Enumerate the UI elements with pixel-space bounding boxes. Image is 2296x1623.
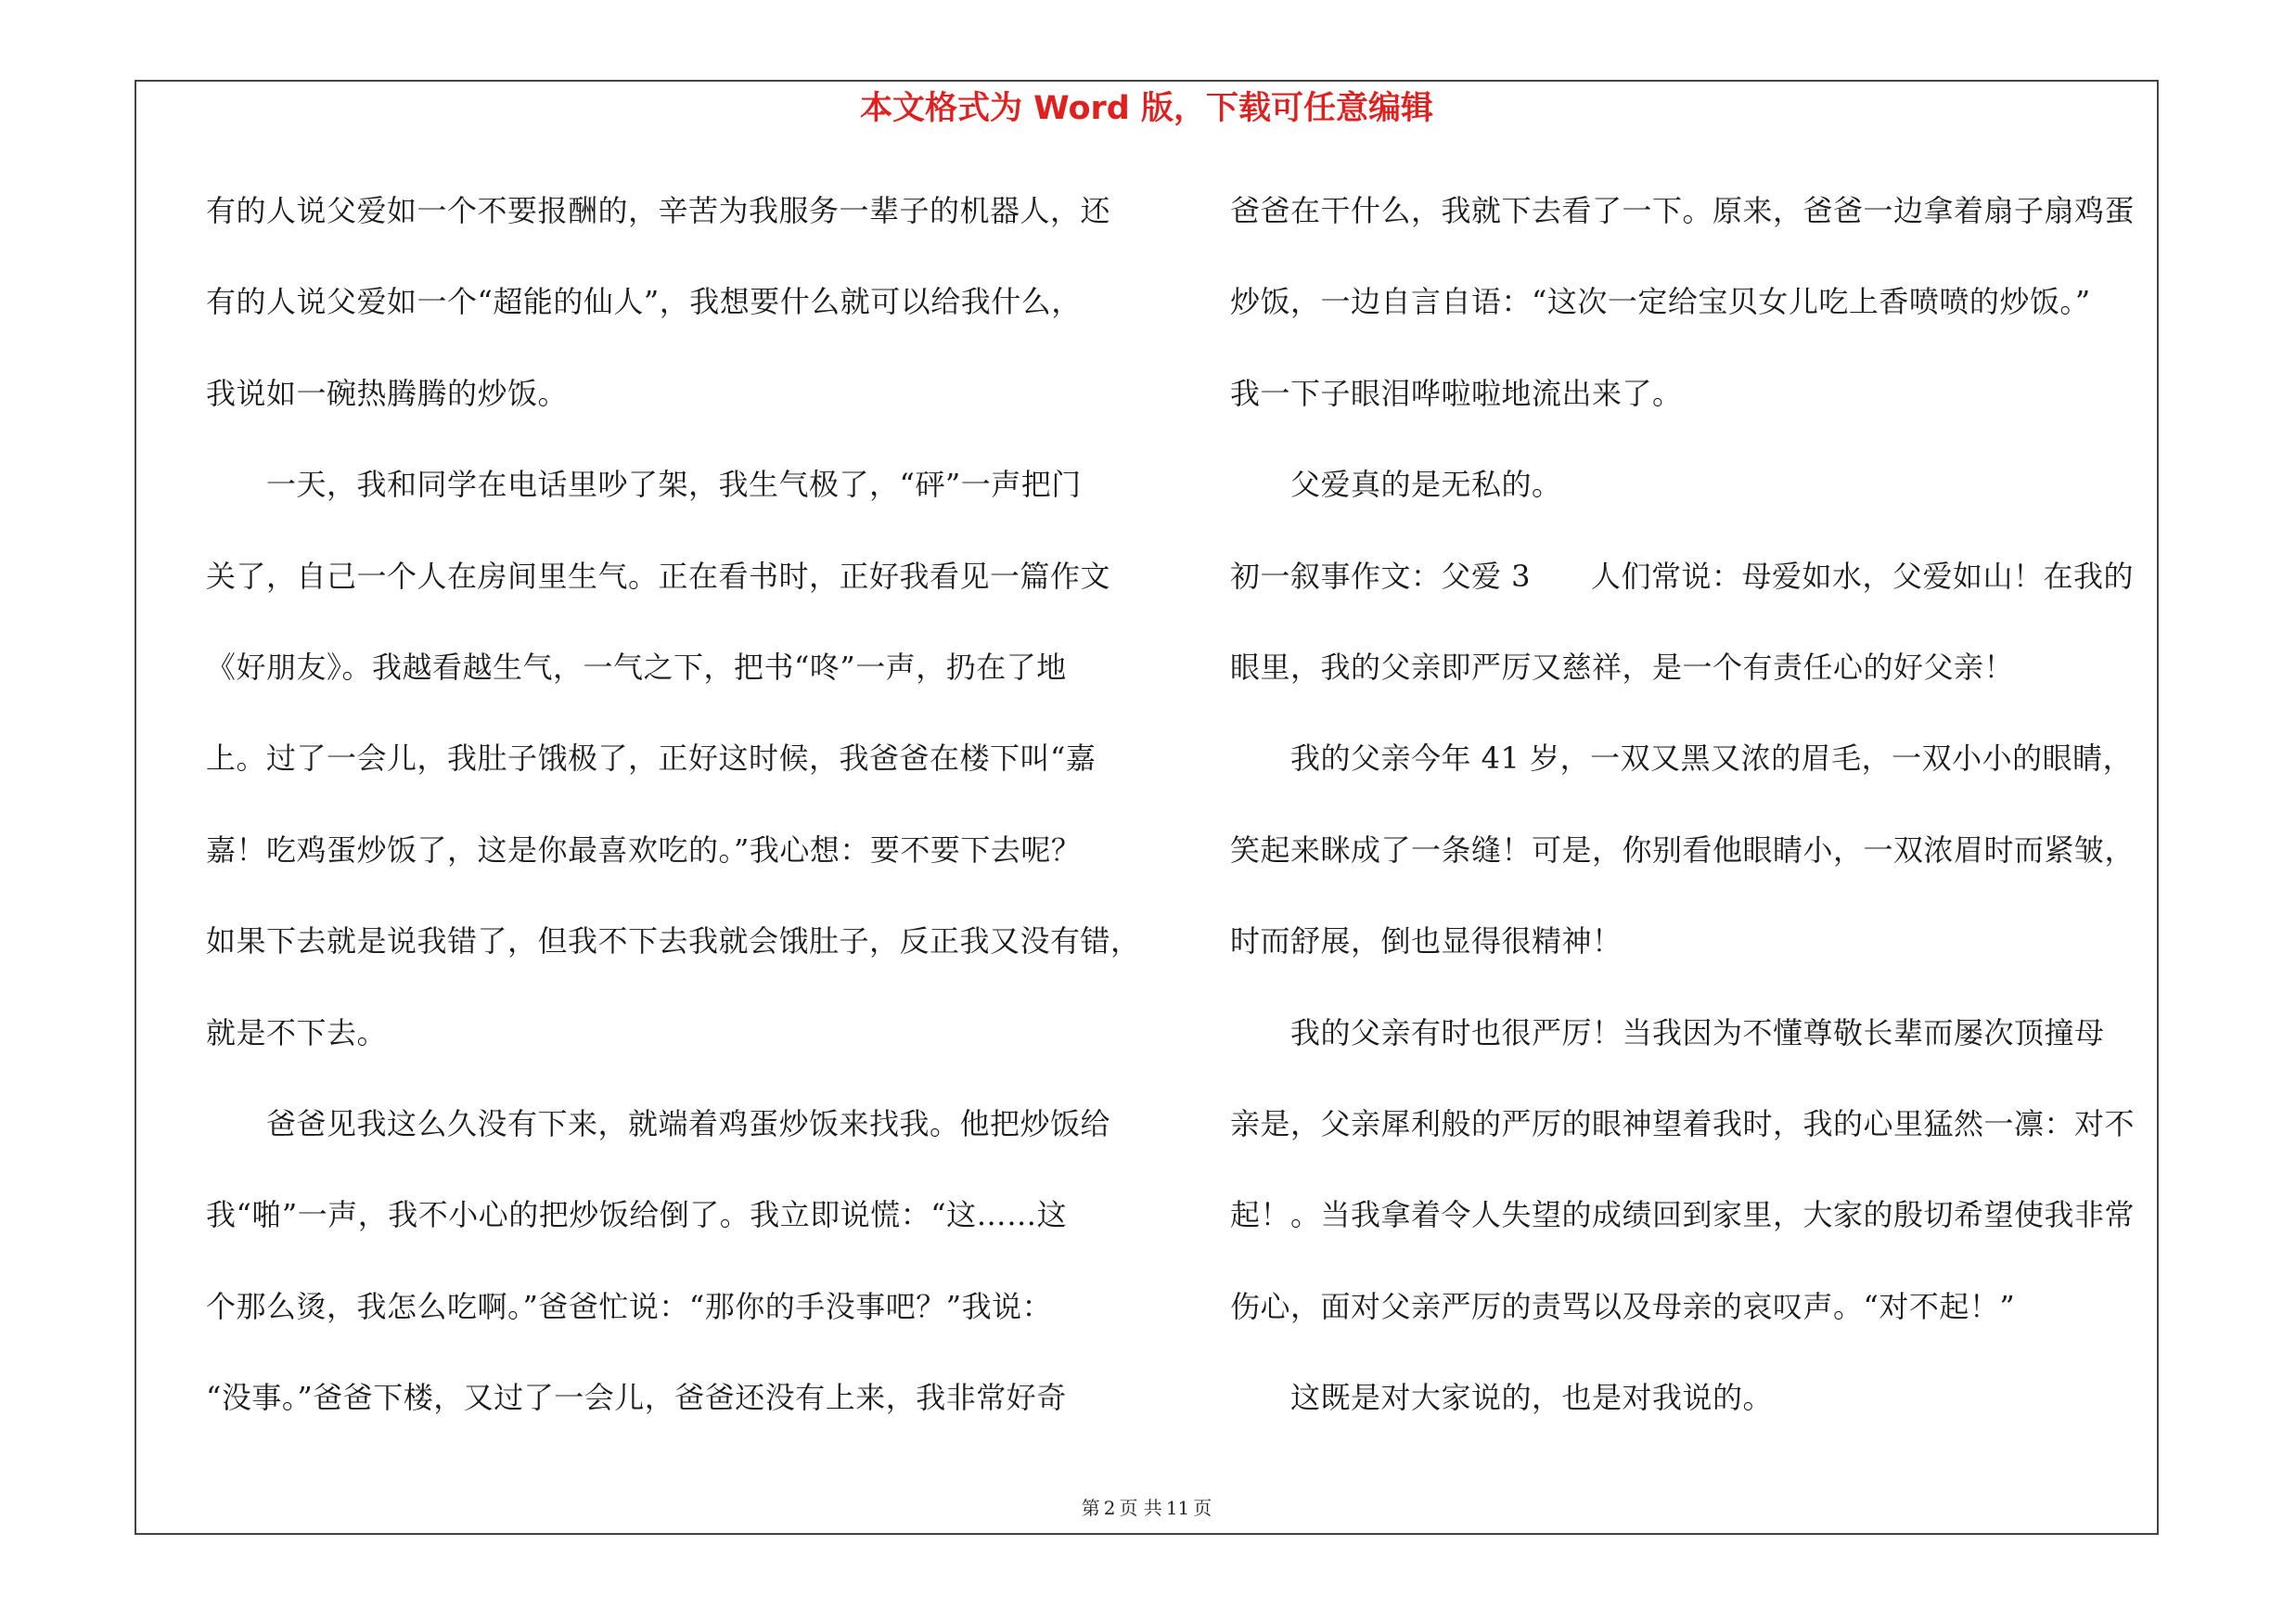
- text-line: 炒饭，一边自言自语：“这次一定给宝贝女儿吃上香喷喷的炒饭。”: [1230, 284, 2091, 320]
- text-line: 一天，我和同学在电话里吵了架，我生气极了，“砰”一声把门: [206, 467, 1082, 503]
- text-line: 这既是对大家说的，也是对我说的。: [1230, 1380, 1774, 1416]
- text-line: 爸爸在干什么，我就下去看了一下。原来，爸爸一边拿着扇子扇鸡蛋: [1230, 193, 2136, 228]
- text-line: 个那么烫，我怎么吃啊。”爸爸忙说：“那你的手没事吧？”我说：: [206, 1288, 1053, 1324]
- text-line: 亲是，父亲犀利般的严厉的眼神望着我时，我的心里猛然一凛：对不: [1230, 1105, 2136, 1141]
- right-text-column: [1230, 182, 2158, 1460]
- text-line: 《好朋友》。我越看越生气，一气之下，把书“咚”一声，扔在了地: [206, 649, 1067, 685]
- left-text-column: [206, 182, 1141, 1460]
- text-line: 伤心，面对父亲严厉的责骂以及母亲的哀叹声。“对不起！”: [1230, 1288, 2016, 1324]
- text-line: 就是不下去。: [206, 1014, 388, 1050]
- text-line: 关了，自己一个人在房间里生气。正在看书时，正好我看见一篇作文: [206, 558, 1111, 594]
- text-line: 眼里，我的父亲即严厉又慈祥，是一个有责任心的好父亲！: [1230, 649, 2015, 685]
- text-line: 上。过了一会儿，我肚子饿极了，正好这时候，我爸爸在楼下叫“嘉: [206, 741, 1097, 777]
- text-line: 有的人说父爱如一个不要报酬的，辛苦为我服务一辈子的机器人，还: [206, 193, 1111, 228]
- text-line: 我说如一碗热腾腾的炒饭。: [206, 375, 569, 411]
- text-line: 我的父亲有时也很严厉！当我因为不懂尊敬长辈而屡次顶撞母: [1230, 1014, 2105, 1050]
- current-page-number: 2: [1103, 1497, 1116, 1519]
- footer-suffix: 页: [1193, 1497, 1212, 1519]
- footer-middle: 页 共: [1119, 1497, 1162, 1519]
- text-line: 笑起来眯成了一条缝！可是，你别看他眼睛小，一双浓眉时而紧皱，: [1230, 831, 2136, 868]
- text-line: 我“啪”一声，我不小心的把炒饭给倒了。我立即说慌：“这……这: [206, 1197, 1068, 1233]
- text-line: 父爱真的是无私的。: [1230, 467, 1562, 503]
- text-line: 初一叙事作文：父爱 3 人们常说：母爱如水，父爱如山！在我的: [1230, 558, 2135, 594]
- text-line: 我一下子眼泪哗啦啦地流出来了。: [1230, 375, 1683, 411]
- format-banner: 本文格式为 Word 版，下载可任意编辑: [859, 90, 1434, 127]
- text-line: 如果下去就是说我错了，但我不下去我就会饿肚子，反正我又没有错，: [206, 923, 1141, 960]
- total-page-count: 11: [1165, 1497, 1190, 1519]
- text-line: 有的人说父爱如一个“超能的仙人”，我想要什么就可以给我什么，: [206, 284, 1082, 320]
- footer-prefix: 第: [1081, 1497, 1100, 1519]
- text-line: 起！。当我拿着令人失望的成绩回到家里，大家的殷切希望使我非常: [1230, 1197, 2136, 1233]
- text-line: 时而舒展，倒也显得很精神！: [1230, 923, 1623, 960]
- text-line: “没事。”爸爸下楼，又过了一会儿，爸爸还没有上来，我非常好奇: [206, 1380, 1067, 1416]
- text-line: 爸爸见我这么久没有下来，就端着鸡蛋炒饭来找我。他把炒饭给: [206, 1105, 1111, 1141]
- page-number-footer: [135, 1496, 2159, 1520]
- text-line: 我的父亲今年 41 岁，一双又黑又浓的眉毛，一双小小的眼睛，: [1230, 741, 2134, 777]
- text-line: 嘉！吃鸡蛋炒饭了，这是你最喜欢吃的。”我心想：要不要下去呢？: [206, 831, 1082, 868]
